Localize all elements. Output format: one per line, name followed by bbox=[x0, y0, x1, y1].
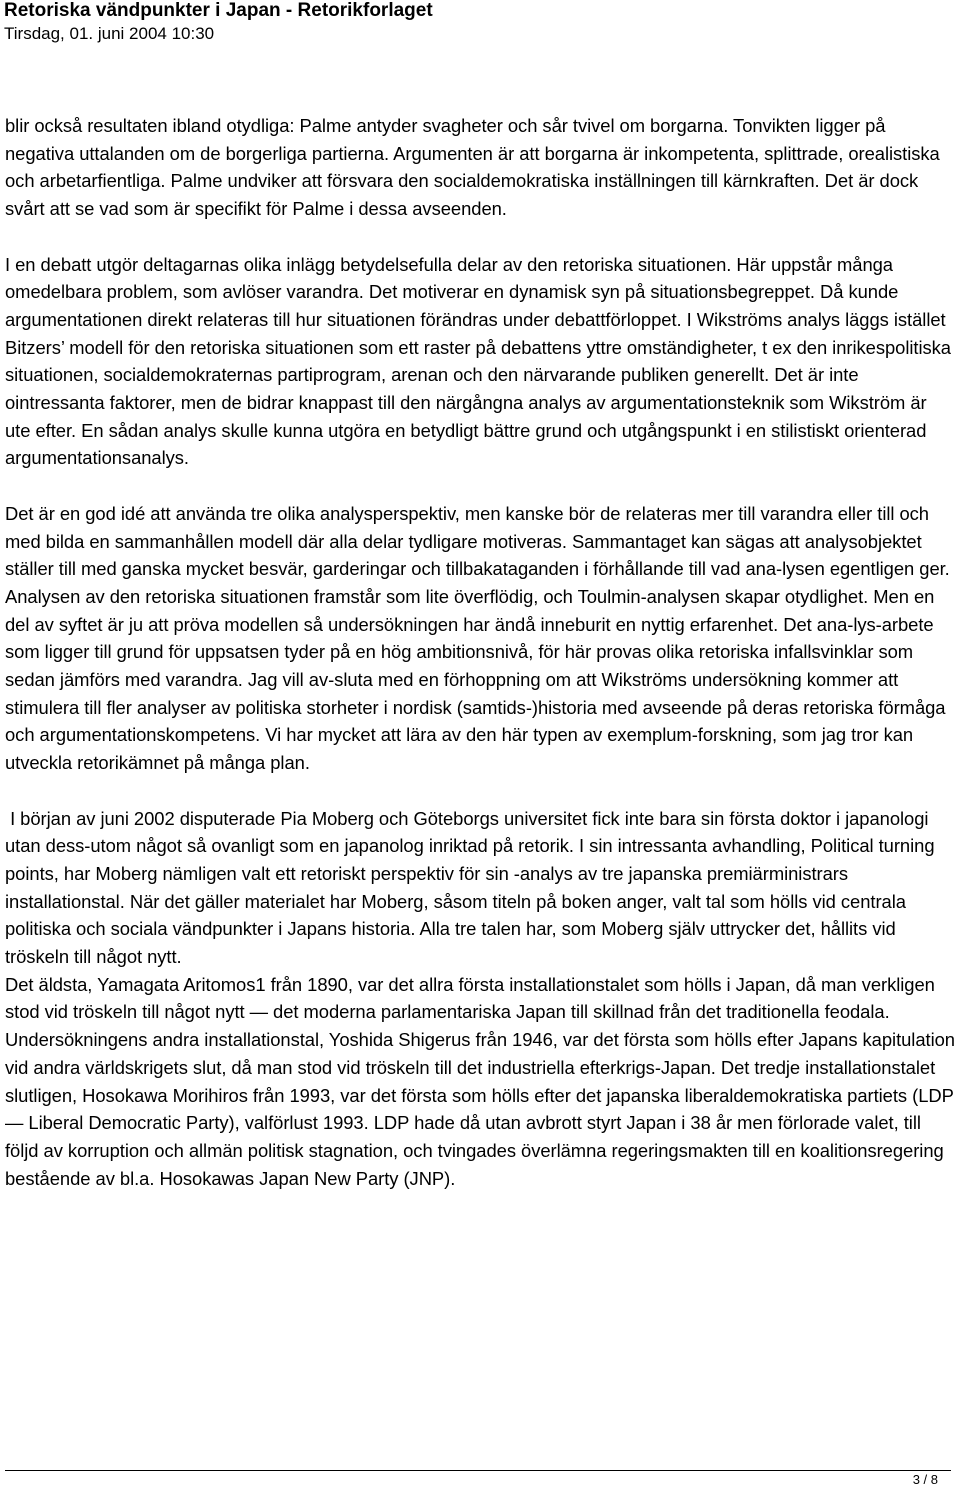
paragraph-5: Det äldsta, Yamagata Aritomos1 från 1890, var det allra första installationstalet som hölls i Japan, då man verkligen stod vid tröskeln till något nytt — det moderna parlamentariska Japan till skillnad från det traditionella feodala. Undersökningens andra installationstal, Yoshida Shigerus från 1946, var det första som hölls efter Japans kapitulation vid andra världskrigets slut, då man stod vid tröskeln till det industriella efterkrigs-Japan. Det tredje installationstalet slutligen, Hosokawa Morihiros från 1993, var det första som hölls efter det japanska liberaldemokratiska partiets (LDP — Liberal Democratic Party), valförlust 1993. LDP hade då utan avbrott styrt Japan i 38 år men förlorade valet, till följd av korruption och allmän politisk stagnation, och tvingades överlämna regeringsmakten till en koalitionsregering bestående av bl.a. Hosokawas Japan New Party (JNP). bbox=[5, 973, 955, 1189]
document-date: Tirsdag, 01. juni 2004 10:30 bbox=[4, 24, 215, 43]
page-header bbox=[4, 0, 954, 45]
paragraph-4: I början av juni 2002 disputerade Pia Moberg och Göteborgs universitet fick inte bara sin första doktor i japanologi utan dess-utom något så ovanligt som en japanolog inriktad på retorik. I sin intressanta avhandling, Political turning points, har Moberg nämligen valt ett retoriskt perspektiv för sin -analys av tre japanska premiärministrars installationstal. När det gäller materialet har Moberg, såsom titeln på boken anger, valt tal som hölls vid centrala politiska och sociala vändpunkter i Japans historia. Alla tre talen har, som Moberg själv uttrycker det, hållits vid tröskeln till något nytt. bbox=[5, 807, 940, 968]
paragraph-2: I en debatt utgör deltagarnas olika inlägg betydelsefulla delar av den retoriska situationen. Här uppstår många omedelbara problem, som avlöser varandra. Det motiverar en dynamisk syn på situationsbegreppet. Då kunde argumentationen direkt relateras till hur situationen förändras under debattförloppet. I Wikströms analys läggs istället Bitzers’ modell för den retoriska situationen som ett raster på debattens yttre omständigheter, t ex den inrikespolitiska situationen, socialdemokraternas partiprogram, arenan och den närvarande publiken generellt. Det är inte ointressanta faktorer, men de bidrar knappast till den närgångna analys av argumentationsteknik som Wikström är ute efter. En sådan analys skulle kunna utgöra en betydligt bättre grund och utgångspunkt i en stilistiskt orienterad argumentationsanalys. bbox=[5, 253, 951, 469]
page-number: 3 / 8 bbox=[912, 1472, 938, 1487]
article-body bbox=[5, 112, 957, 1192]
footer-divider bbox=[5, 1470, 951, 1471]
paragraph-3: Det är en god idé att använda tre olika analysperspektiv, men kanske bör de relateras mer till varandra eller till och med bilda en sammanhållen modell där alla delar tydligare motiveras. Sammantaget kan sägas att analysobjektet ställer till med ganska mycket besvär, garderingar och tillbakataganden i förhållande till vad ana-lysen egentligen ger. Analysen av den retoriska situationen framstår som lite överflödig, och Toulmin-analysen skapar otydlighet. Men en del av syftet är ju att pröva modellen så undersökningen har ändå inneburit en nyttig erfarenhet. Det ana-lys-arbete som ligger till grund för uppsatsen tyder på en hög ambitionsnivå, för här provas olika retoriska infallsvinklar som sedan jämförs med varandra. Jag vill av-sluta med en förhoppning om att Wikströms undersökning kommer att stimulera till fler analyser av politiska storheter i nordisk (samtids-)historia med avseende på deras retoriska förmåga och argumentationskompetens. Vi har mycket att lära av den här typen av exemplum-forskning, som jag tror kan utveckla retorikämnet på många plan. bbox=[5, 502, 950, 774]
paragraph-1: blir också resultaten ibland otydliga: Palme antyder svagheter och sår tvivel om borgarna. Tonvikten ligger på negativa uttalanden om de borgerliga partierna. Argumenten är att borgarna är inkompetenta, splittrade, orealistiska och arbetarfientliga. Palme undviker att försvara den socialdemokratiska inställningen till kärnkraften. Det är dock svårt att se vad som är specifikt för Palme i dessa avseenden. bbox=[5, 115, 940, 220]
document-title: Retoriska vändpunkter i Japan - Retorikforlaget bbox=[4, 0, 433, 21]
